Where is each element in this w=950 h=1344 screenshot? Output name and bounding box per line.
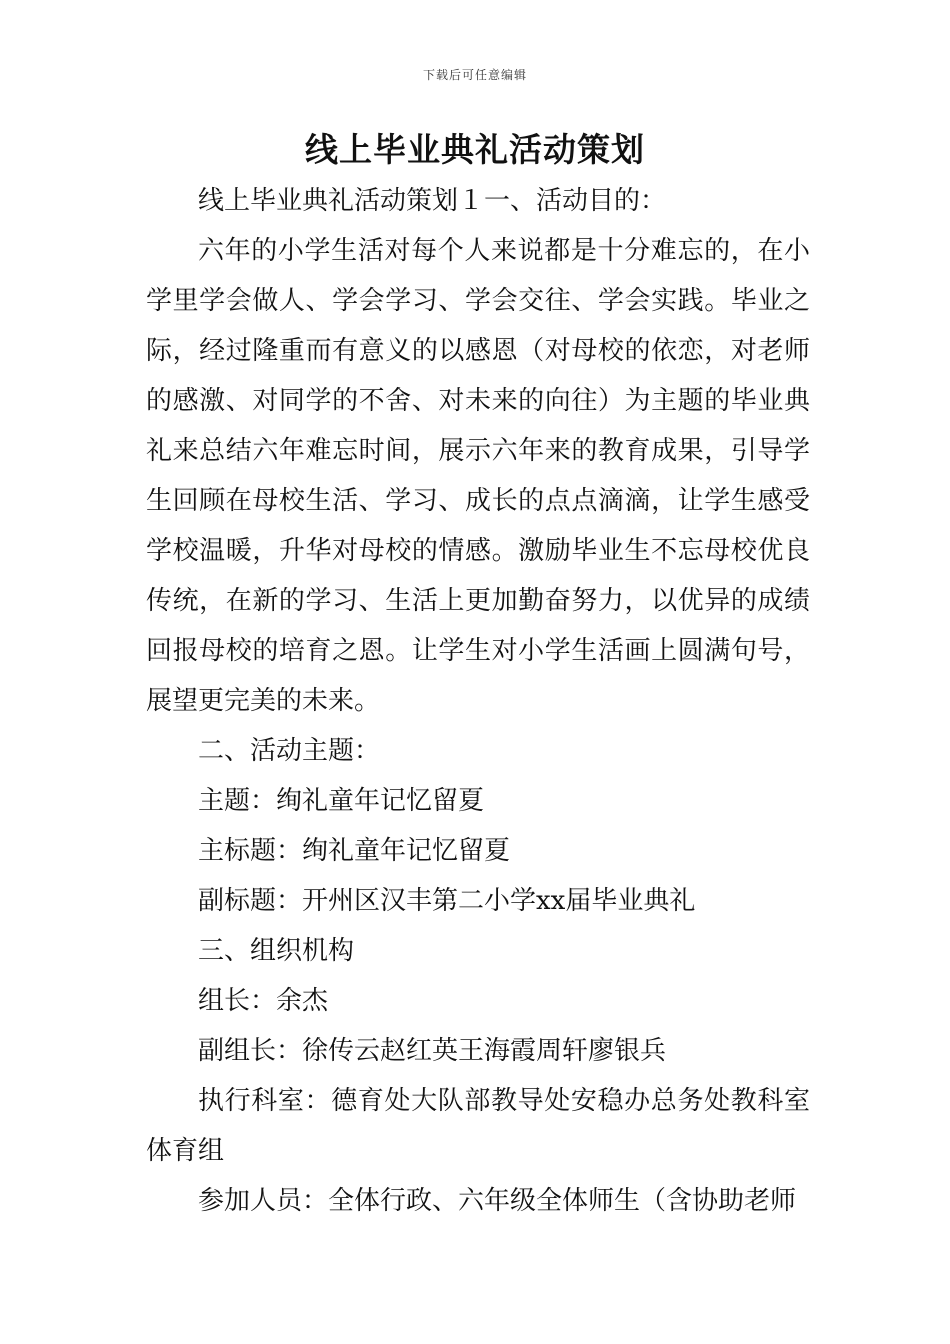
section-organization-heading: 三、组织机构 [198, 936, 355, 966]
document-title: 线上毕业典礼活动策划 [305, 130, 645, 169]
leader-line: 组长：余杰 [198, 986, 329, 1016]
participants-line: 参加人员：全体行政、六年级全体师生（含协助老师 [198, 1186, 797, 1216]
deputy-leader-line: 副组长：徐传云赵红英王海霞周轩廖银兵 [198, 1036, 667, 1066]
document-body [146, 176, 810, 1226]
section-theme-heading: 二、活动主题： [198, 736, 381, 766]
main-title-line: 主标题：绚礼童年记忆留夏 [198, 836, 511, 866]
theme-line: 主题：绚礼童年记忆留夏 [198, 786, 485, 816]
intro-heading: 线上毕业典礼活动策划１一、活动目的： [198, 186, 667, 216]
subtitle-line: 副标题：开州区汉丰第二小学xx届毕业典礼 [198, 886, 696, 916]
purpose-paragraph: 六年的小学生活对每个人来说都是十分难忘的，在小学里学会做人、学会学习、学会交往、学会实践。毕业之际，经过隆重而有意义的以感恩（对母校的依恋，对老师的感激、对同学的不舍、对未来的向往）为主题的毕业典礼来总结六年难忘时间，展示六年来的教育成果，引导学生回顾在母校生活、学习、成长的点点滴滴，让学生感受学校温暖，升华对母校的情感。激励毕业生不忘母校优良传统，在新的学习、生活上更加勤奋努力，以优异的成绩回报母校的培育之恩。让学生对小学生活画上圆满句号，展望更完美的未来。 [146, 236, 810, 716]
executive-offices-line: 执行科室：德育处大队部教导处安稳办总务处教科室体育组 [146, 1086, 810, 1166]
header-note: 下载后可任意编辑 [422, 68, 527, 82]
